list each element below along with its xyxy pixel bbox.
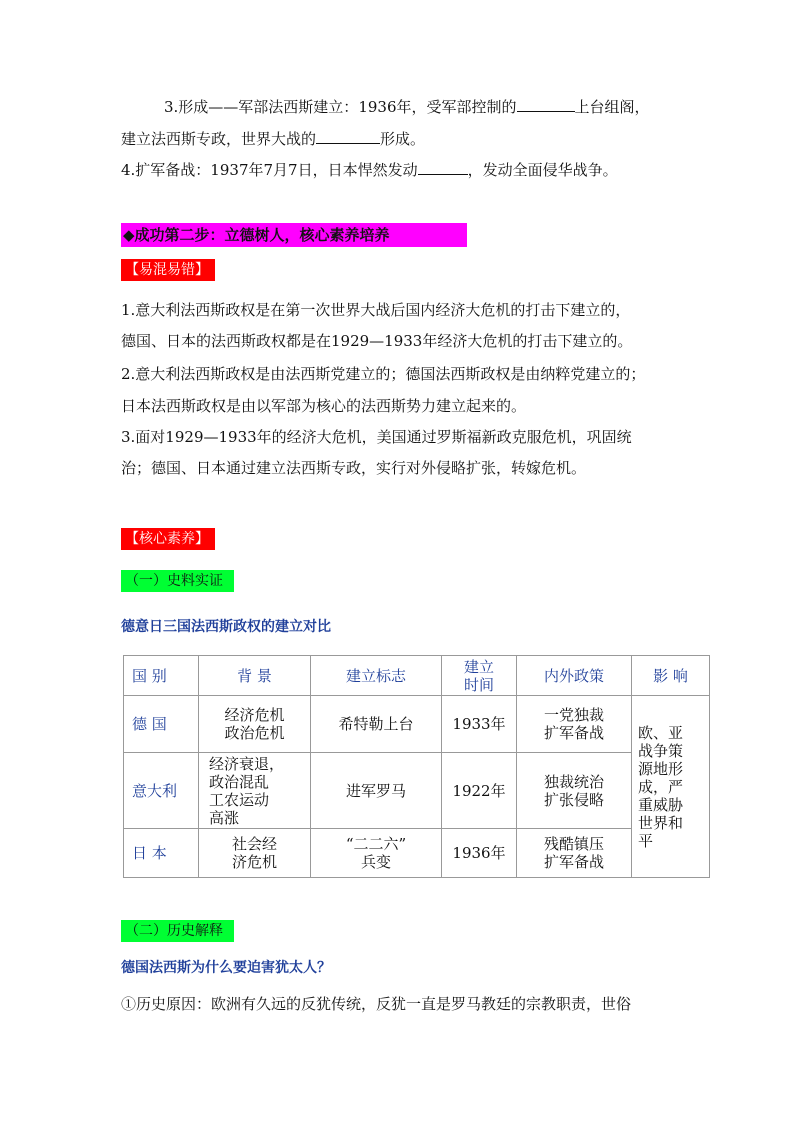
header-impact: 影 响 bbox=[632, 656, 710, 696]
table-row bbox=[124, 753, 710, 829]
intro-line-2-text-a: 建立法西斯专政，世界大战的 bbox=[121, 130, 317, 148]
header-policy: 内外政策 bbox=[517, 656, 632, 696]
confusion-line-6: 治；德国、日本通过建立法西斯专政，实行对外侵略扩张，转嫁危机。 bbox=[121, 459, 587, 477]
sub-heading-interpretation: （二）历史解释 bbox=[121, 920, 234, 942]
cell-background: 经济危机 政治危机 bbox=[199, 696, 311, 753]
cell-sign: 进军罗马 bbox=[311, 753, 442, 829]
cell-country: 意大利 bbox=[124, 753, 199, 829]
confusion-line-2: 德国、日本的法西斯政权都是在1929—1933年经济大危机的打击下建立的。 bbox=[121, 332, 633, 350]
cell-policy: 一党独裁 扩军备战 bbox=[517, 696, 632, 753]
header-background: 背 景 bbox=[199, 656, 311, 696]
cell-sign: 希特勒上台 bbox=[311, 696, 442, 753]
intro-line-1-text-a: 3.形成——军部法西斯建立：1936年，受军部控制的 bbox=[164, 98, 517, 116]
intro-line-3-text-a: 4.扩军备战：1937年7月7日，日本悍然发动 bbox=[121, 161, 418, 179]
answer-line: ①历史原因：欧洲有久远的反犹传统，反犹一直是罗马教廷的宗教职责，世俗 bbox=[121, 995, 632, 1013]
cell-country: 德 国 bbox=[124, 696, 199, 753]
cell-sign: “二二六” 兵变 bbox=[311, 829, 442, 878]
sub-heading-evidence: （一）史料实证 bbox=[121, 570, 234, 592]
confusion-line-3: 2.意大利法西斯政权是由法西斯党建立的；德国法西斯政权是由纳粹党建立的； bbox=[121, 365, 646, 383]
confusion-line-4: 日本法西斯政权是由以军部为核心的法西斯势力建立起来的。 bbox=[121, 397, 527, 415]
header-time: 建立 时间 bbox=[442, 656, 517, 696]
confusion-tag: 【易混易错】 bbox=[121, 259, 215, 281]
confusion-line-5: 3.面对1929—1933年的经济大危机，美国通过罗斯福新政克服危机，巩固统 bbox=[121, 428, 632, 446]
intro-line-1-text-b: 上台组阁， bbox=[574, 98, 650, 116]
cell-impact: 欧、亚 战争策 源地形 成，严 重威胁 世界和 平 bbox=[632, 696, 710, 878]
cell-background: 经济衰退， 政治混乱 工农运动 高涨 bbox=[199, 753, 311, 829]
intro-line-2 bbox=[121, 129, 425, 149]
core-tag: 【核心素养】 bbox=[121, 528, 215, 550]
cell-background: 社会经 济危机 bbox=[199, 829, 311, 878]
confusion-line-1: 1.意大利法西斯政权是在第一次世界大战后国内经济大危机的打击下建立的， bbox=[121, 301, 631, 319]
question-heading: 德国法西斯为什么要迫害犹太人？ bbox=[121, 960, 331, 976]
table-row bbox=[124, 696, 710, 753]
cell-country: 日 本 bbox=[124, 829, 199, 878]
fill-blank-3 bbox=[418, 160, 468, 175]
cell-year: 1922年 bbox=[442, 753, 517, 829]
cell-year: 1933年 bbox=[442, 696, 517, 753]
table-header-row bbox=[124, 656, 710, 696]
cell-year: 1936年 bbox=[442, 829, 517, 878]
fill-blank-1 bbox=[517, 97, 575, 112]
intro-line-1 bbox=[164, 97, 650, 117]
cell-policy: 残酷镇压 扩军备战 bbox=[517, 829, 632, 878]
table-row bbox=[124, 829, 710, 878]
intro-line-3 bbox=[121, 160, 618, 180]
section-heading: ◆成功第二步：立德树人，核心素养培养 bbox=[121, 223, 467, 247]
header-sign: 建立标志 bbox=[311, 656, 442, 696]
table-title: 德意日三国法西斯政权的建立对比 bbox=[121, 619, 331, 635]
intro-line-3-text-b: ，发动全面侵华战争。 bbox=[467, 161, 618, 179]
fill-blank-2 bbox=[316, 129, 380, 144]
cell-policy: 独裁统治 扩张侵略 bbox=[517, 753, 632, 829]
comparison-table bbox=[123, 655, 710, 878]
intro-line-2-text-b: 形成。 bbox=[380, 130, 426, 148]
header-country: 国 别 bbox=[124, 656, 199, 696]
